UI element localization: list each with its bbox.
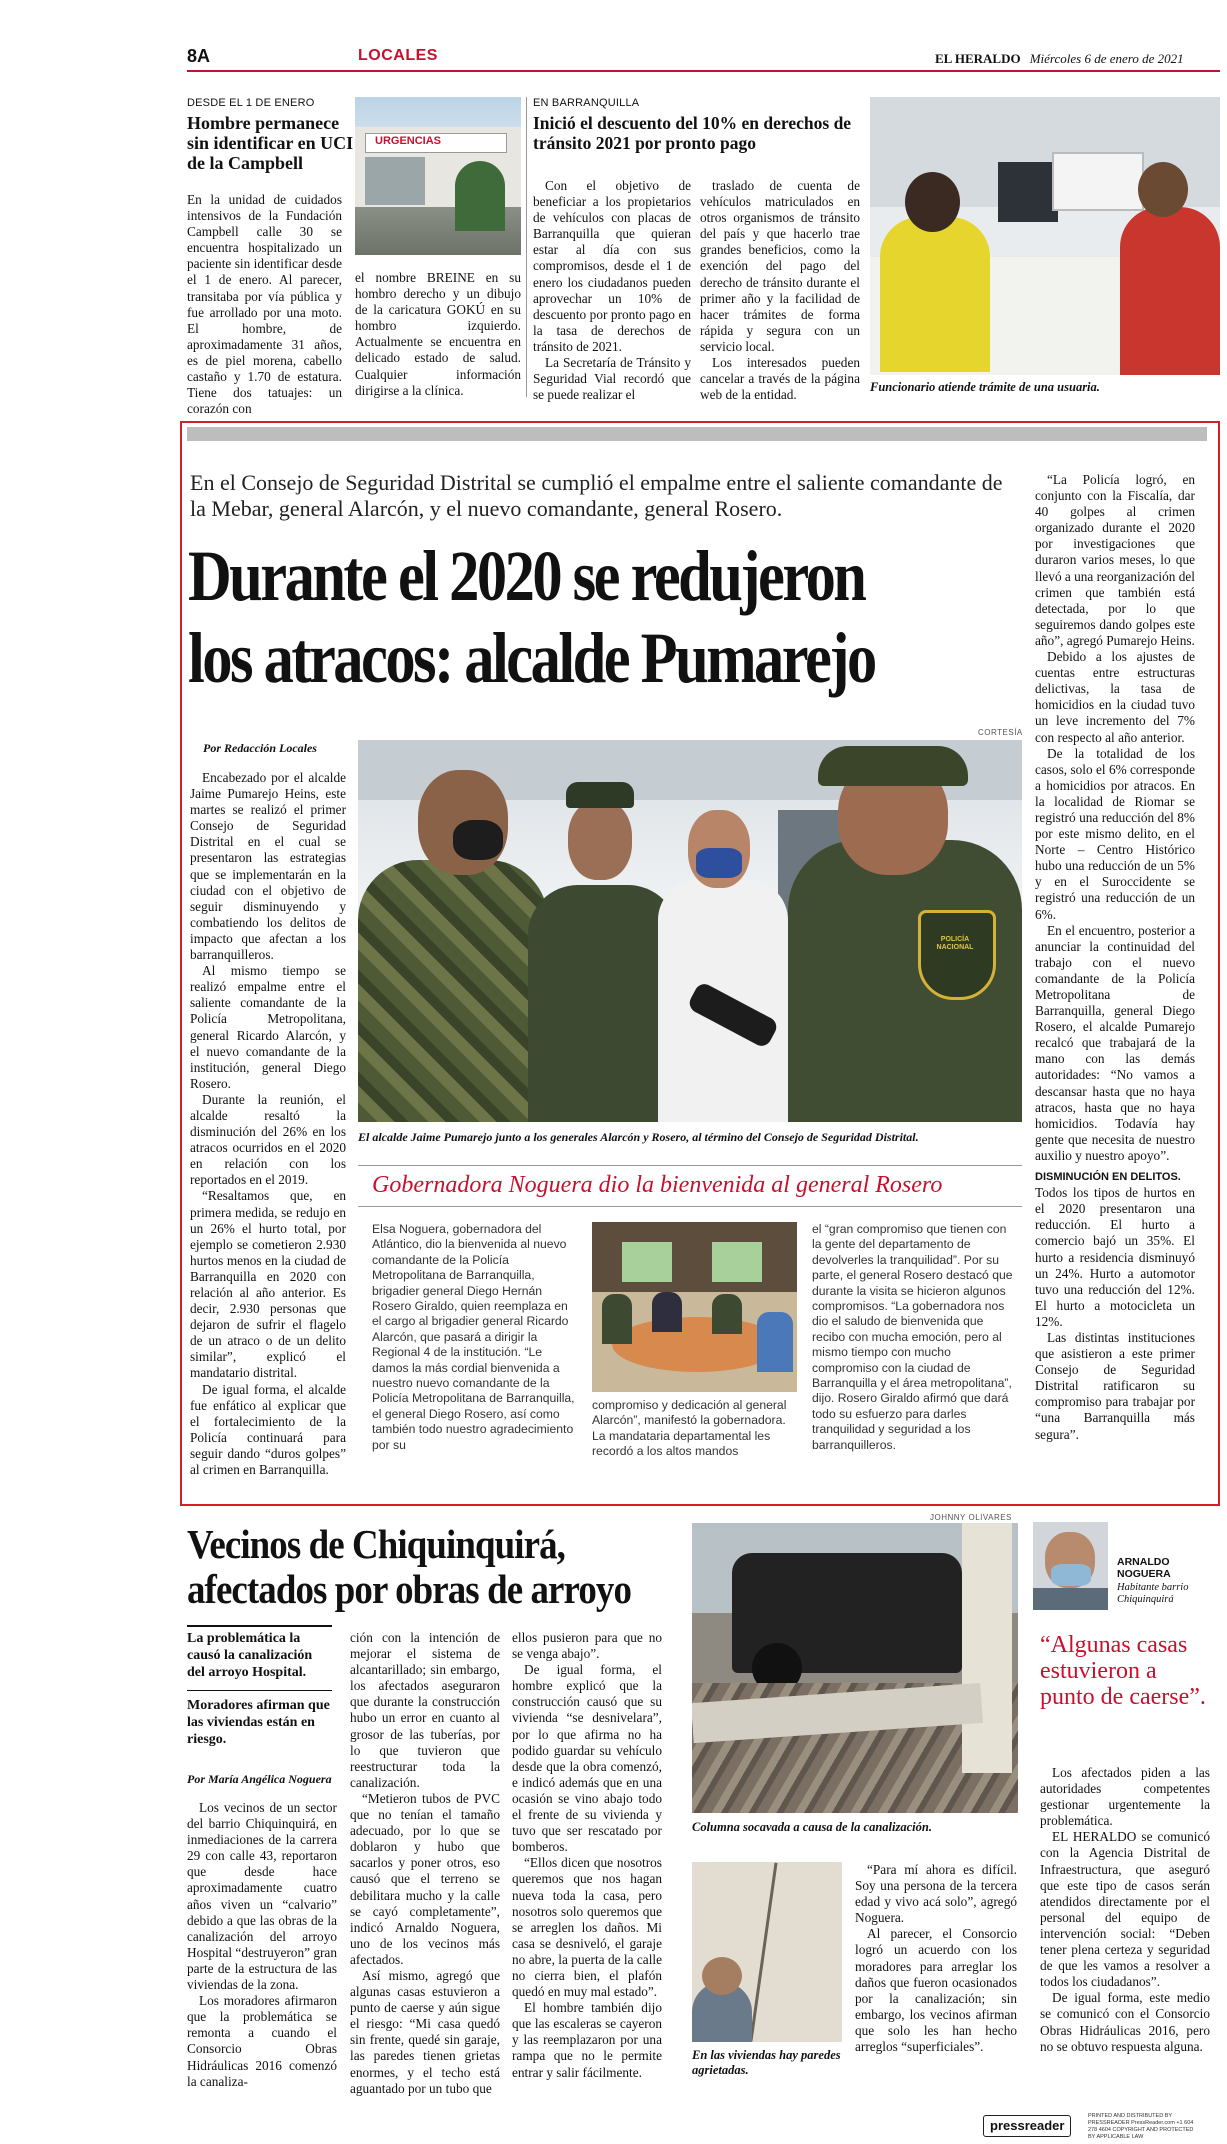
transit-office-photo [870,97,1220,375]
paragraph: De la totalidad de los casos, solo el 6% corresponde a homicidios por atracos. En la localidad de Riomar se registró una reducción del 8% por este mismo delito, en el Norte – Centro Histórico hubo una reducción de un 5% y en el Suroccidente se registró una reducción de un 6%. [1035,745,1195,922]
paragraph: traslado de cuenta de vehículos matriculados en otros organismos de tránsito del país y que hacerlo trae grandes beneficios, como la exención del pago del derecho de tránsito durante el primer año y la facilidad de hacer trámites de forma rápida y segura con un servicio local. [700,178,860,354]
paragraph: ción con la intención de mejorar el sistema de alcantarillado; sin embargo, los afectados aseguraron que durante la construcción hubo un error en cuanto al grosor de las tuberías, por lo que tuvieron que reestructurar toda la canalización. [350,1630,500,1790]
sidebar-rule [358,1165,1022,1166]
paragraph: En el encuentro, posterior a anunciar la continuidad del trabajo con el nuevo comandante de la Policía Metropolitana de Barranquilla, general Diego Rosero, el alcalde Pumarejo recalcó que trabajará de la mano con las demás autoridades: “No vamos a descansar hasta que no haya atracos, hasta que no haya homicidios. Todavía hay gente que necesita de nuestro auxilio y nuestro apoyo”. [1035,922,1195,1163]
column-damage-photo [692,1523,1018,1813]
urgencias-sign: URGENCIAS [375,135,442,147]
paragraph: De igual forma, el alcalde fue enfático al explicar que el fortalecimiento de la Policía continuará para seguir dando “duros golpes” al crimen en Barranquilla. [190,1381,346,1478]
paragraph: Encabezado por el alcalde Jaime Pumarejo Heins, este martes se realizó el primer Consejo de Seguridad Distrital en el cual se presentaron las estrategias que se implementarán en la ciudad con el objetivo de seguir disminuyendo y combatiendo los delitos de impacto que afectan a los barranquilleros. [190,770,346,963]
paragraph: “Para mí ahora es difícil. Soy una persona de la tercera edad y vivo acá solo”, agregó Noguera. [855,1862,1017,1926]
paragraph: De igual forma, este medio se comunicó con el Consorcio Obras Hidráulicas 2016, pero no se obtuvo respuesta alguna. [1040,1990,1210,2054]
urgencias-photo [355,97,521,255]
pressreader-logo-text: pressreader [990,2118,1065,2133]
paragraph: Así mismo, agregó que algunas casas estuvieron a punto de caerse y aún sigue el riesgo: “Mi casa quedó sin frente, quedé sin garaje, las paredes tienen grietas enormes, y el techo está aguantado por un tubo que [350,1967,500,2096]
summary-2: Moradores afirman que las viviendas están en riesgo. [187,1698,330,1747]
bottom-photo-credit: JOHNNY OLIVARES [930,1513,1012,1522]
paragraph: Durante la reunión, el alcalde resaltó la disminución del 26% en los atracos ocurridos en el 2020 en relación con los reportados en el 2019. [190,1091,346,1188]
cracked-wall-photo [692,1862,842,2042]
paragraph: Al parecer, el Consorcio logró un acuerdo con los moradores para arreglar los daños que fueron ocasionados por la canalización; sin embargo, los vecinos afirman que solo les han hecho arreglos “superficiales”. [855,1926,1017,2055]
brief-body-col1: En la unidad de cuidados intensivos de la Fundación Campbell calle 30 se encuentra hospitalizado un paciente sin identificar desde el 1 de enero. Al parecer, transitaba por vía pública y fue arrollado por una moto. El hombre, de aproximadamente 31 años, es de piel morena, cabello castaño y 1.70 de estatura. Tiene dos tatuajes: un corazón con [187,192,342,417]
section-label: LOCALES [358,47,438,64]
brief-kicker: DESDE EL 1 DE ENERO [187,97,315,109]
bottom-col5 [1040,1765,1210,2055]
section-subhead: DISMINUCIÓN EN DELITOS. [1035,1171,1181,1184]
paragraph: El hombre también dijo que las escaleras se cayeron y las reemplazaron por una rampa que no le permite entrar y salir fácilmente. [512,2000,662,2080]
brief2-body-col1 [533,178,691,403]
small-photo-caption: En las viviendas hay paredes agrietadas. [692,2048,841,2077]
bottom-headline-line2: afectados por obras de arroyo [187,1566,632,1612]
paragraph: Los vecinos de un sector del barrio Chiquinquirá, en inmediaciones de la carrera 29 con calle 43, reportaron que desde hace aproximadamente cuatro años viven un “calvario” debido a que las obras de la canalización del arroyo Hospital “destruyeron” gran parte de la estructura de las viviendas de la zona. [187,1800,337,1993]
main-right-column [1035,472,1195,1443]
newspaper-name: EL HERALDO [935,51,1021,66]
paragraph: EL HERALDO se comunicó con la Agencia Distrital de Infraestructura, que aseguró que este tipo de casos serán atendidos directamente por el personal del equipo de intervención social: “Deben tener plena certeza y seguridad de que les vamos a resolver a todos los ciudadanos”. [1040,1829,1210,1990]
bottom-photo-caption: Columna socavada a causa de la canalización. [692,1820,932,1834]
summary-1: La problemática la causó la canalización del arroyo Hospital. [187,1631,313,1680]
brief-headline: Hombre permanece sin identificar en UCI de la Campbell [187,113,354,173]
summary-rule [187,1625,332,1627]
header-rule [187,70,1220,72]
bottom-col1 [187,1800,337,2090]
bottom-col2 [350,1630,500,2097]
bottom-headline-line1: Vecinos de Chiquinquirá, [187,1521,565,1567]
main-deck: En el Consejo de Seguridad Distrital se cumplió el empalme entre el saliente comandante de la Mebar, general Alarcón, y el nuevo comandante, general Rosero. [190,470,1003,521]
main-photo [358,740,1022,1122]
bottom-col4 [855,1862,1017,2055]
sidebar-headline: Gobernadora Noguera dio la bienvenida al general Rosero [372,1172,943,1198]
paragraph: Todos los tipos de hurtos en el 2020 presentaron una reducción. El hurto a comercio bajó un 35%. El hurto a residencia disminuyó un 24%. Hurto a automotor tuvo una reducción del 12%. El hurto a motocicleta un 12%. [1035,1185,1195,1329]
profile-name: ARNALDO NOGUERA [1117,1556,1171,1580]
paragraph: “Resaltamos que, en primera medida, se redujo en un 26% el hurto total, por ejemplo se cometieron 2.930 hurtos menos en la ciudad de Barranquilla en 2020 con relación al año anterior. Es decir, 2.930 personas que dejaron de sufrir el flagelo de un atraco o de un delito similar”, explicó el mandatario distrital. [190,1188,346,1381]
transit-caption: Funcionario atiende trámite de una usuaria. [870,380,1100,394]
paragraph: Debido a los ajustes de cuentas entre estructuras delictivas, la tasa de homicidios en la ciudad tuvo un leve incremento del 7% con respecto al año anterior. [1035,649,1195,745]
main-photo-caption: El alcalde Jaime Pumarejo junto a los generales Alarcón y Rosero, al término del Consejo de Seguridad Distrital. [358,1130,919,1144]
sidebar-col1: Elsa Noguera, gobernadora del Atlántico, dio la bienvenida al nuevo comandante de la Policía Metropolitana de Barranquilla, brigadier general Diego Hernán Rosero Giraldo, quien reemplaza en el cargo al brigadier general Ricardo Alarcón, que pasará a dirigir la Regional 4 de la institución. “Le damos la más cordial bienvenida a nuestro nuevo comandante de la Policía Metropolitana de Barranquilla, el general Diego Rosero, así como también todo nuestro agradecimiento por su [372,1222,575,1452]
paragraph: Con el objetivo de beneficiar a los propietarios de vehículos con placas de Barranquilla que quieran estar al día con sus compromisos, desde el 1 de enero los ciudadanos pueden aprovechar un 10% de descuento por pronto pago en la tasa de derechos de tránsito de 2021. [533,178,691,354]
brief2-body-col2 [700,178,860,403]
brief2-headline: Inició el descuento del 10% en derechos de tránsito 2021 por pronto pago [533,113,852,153]
governor-meeting-photo [592,1222,797,1392]
paragraph: “Metieron tubos de PVC que no tenían el tamaño adecuado, por lo que se doblaron y hubo que sacarlos y poner otros, eso causó que el terreno se debilitara mucho y la calle se cayó completamente”, indicó Arnaldo Noguera, uno de los vecinos más afectados. [350,1790,500,1967]
main-headline-line2: los atracos: alcalde Pumarejo [188,618,875,698]
bottom-col3 [512,1630,662,2081]
paragraph: Al mismo tiempo se realizó empalme entre el saliente comandante de la Policía Metropolitana, general Ricardo Alarcón, y el nuevo comandante de la institución, general Diego Rosero. [190,963,346,1091]
pressreader-notice: PRINTED AND DISTRIBUTED BY PRESSREADER PressReader.com +1 604 278 4604 COPYRIGHT AND PROTECTED BY APPLICABLE LAW [1088,2113,1194,2140]
bottom-byline: Por María Angélica Noguera [187,1772,332,1786]
main-byline: Por Redacción Locales [203,741,317,755]
sidebar-rule-bottom [358,1206,1022,1207]
paragraph: De igual forma, el hombre explicó que la construcción causó que su vivienda “se desnivelara”, por lo que afirma no ha podido guardar su vehículo desde que la obra comenzó, e indicó además que en una ocasión se vino abajo todo el frente de su vivienda y tuvo que ser rescatado por bomberos. [512,1662,662,1855]
sidebar-col2: compromiso y dedicación al general Alarcón”, manifestó la gobernadora. La mandataria departamental les recordó a los altos mandos [592,1398,787,1459]
profile-role: Habitante barrio Chiquinquirá [1117,1582,1189,1605]
main-photo-credit: CORTESÍA [978,728,1023,737]
paragraph: Las distintas instituciones que asistieron a este primer Consejo de Seguridad Distrital ratificaron su compromiso para trabajar por “una Barranquilla más segura”. [1035,1329,1195,1442]
police-patch-text: POLICÍA NACIONAL [936,936,974,951]
issue-date: Miércoles 6 de enero de 2021 [1029,51,1184,66]
main-story-topbar [187,427,1207,441]
summary-rule-2 [187,1690,332,1691]
brief-body-col2: el nombre BREINE en su hombro derecho y un dibujo de la caricatura GOKÚ en su hombro izquierdo. Actualmente se encuentra en delicado estado de salud. Cualquier información dirigirse a la clínica. [355,270,521,398]
main-left-column [190,770,346,1478]
paragraph: Los moradores afirmaron que la problemática se remonta a cuando el Consorcio Obras Hidráulicas 2016 comenzó la canaliza- [187,1993,337,2089]
pressreader-logo [983,2115,1071,2137]
paragraph: Los interesados pueden cancelar a través de la página web de la entidad. [700,355,860,403]
main-headline-line1: Durante el 2020 se redujeron [188,536,865,616]
paragraph: “La Policía logró, en conjunto con la Fiscalía, dar 40 golpes al crimen organizado durante el 2020 por investigaciones que duraron varios meses, lo que llevó a una reorganización del crimen que también está detectada, por lo que seguiremos dando golpes este año”, agregó Pumarejo Heins. [1035,472,1195,648]
sidebar-col3: el “gran compromiso que tienen con la gente del departamento de devolverles la tranquilidad”. Por su parte, el general Rosero destacó que durante la visita se hicieron algunos compromisos. “La gobernadora nos dio el saludo de bienvenida que recibo con mucha emoción, pero al mismo tiempo con mucho compromiso con la ciudad de Barranquilla y el área metropolitana”, dijo. Rosero Giraldo afirmó que dará todo su esfuerzo para darles tranquilidad y seguridad a los barranquilleros. [812,1222,1013,1452]
pull-quote: “Algunas casas estuvieron a punto de caerse”. [1040,1632,1206,1710]
masthead-date [935,48,1184,67]
page-number: 8A [187,46,211,66]
column-rule [526,97,527,397]
paragraph: Los afectados piden a las autoridades competentes gestionar urgentemente la problemática. [1040,1765,1210,1829]
paragraph: “Ellos dicen que nosotros queremos que nos hagan nueva toda la casa, pero nosotros solo queremos que se arreglen los daños. Mi casa se desniveló, el garaje no abre, la puerta de la calle no cierra bien, el plafón quedó en muy mal estado”. [512,1855,662,2000]
brief2-kicker: EN BARRANQUILLA [533,97,640,109]
profile-photo [1033,1522,1108,1610]
paragraph: La Secretaría de Tránsito y Seguridad Vial recordó que se puede realizar el [533,355,691,403]
paragraph: ellos pusieron para que no se venga abajo”. [512,1630,662,1662]
